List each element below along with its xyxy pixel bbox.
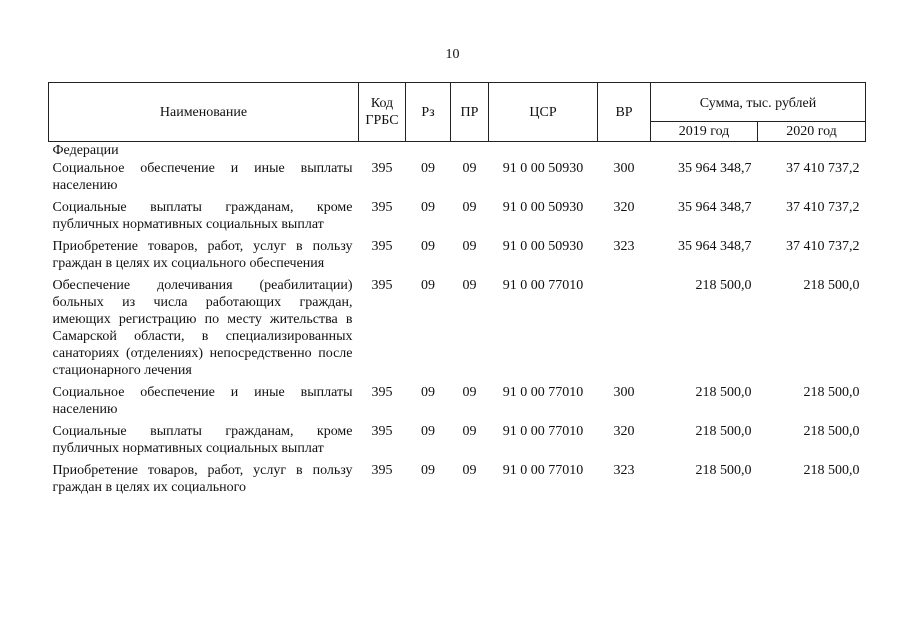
cell-vr: 323	[613, 239, 635, 254]
cell-2019	[651, 142, 758, 160]
cell-vr	[598, 142, 651, 160]
header-vr: ВР	[598, 83, 651, 142]
cell-2019: 218 500,0	[695, 278, 752, 293]
cell-2019: 218 500,0	[695, 385, 752, 400]
cell-name: Социальные выплаты гражданам, кроме публичных нормативных социальных выплат	[52, 200, 353, 232]
cell-code: 395	[371, 424, 393, 439]
table-row	[49, 276, 866, 383]
cell-2020: 37 410 737,2	[786, 200, 860, 215]
cell-rz	[406, 142, 451, 160]
cell-name: Социальные выплаты гражданам, кроме публичных нормативных социальных выплат	[52, 424, 353, 456]
cell-code	[359, 142, 406, 160]
cell-pr: 09	[462, 278, 477, 293]
cell-csr: 91 0 00 50930	[502, 200, 584, 215]
cell-rz: 09	[421, 424, 435, 439]
cell-csr: 91 0 00 77010	[502, 463, 584, 478]
cell-pr: 09	[462, 385, 477, 400]
cell-name: Социальное обеспечение и иные выплаты населению	[52, 385, 353, 417]
cell-2020	[758, 142, 866, 160]
cell-rz: 09	[421, 161, 435, 176]
header-csr: ЦСР	[489, 83, 598, 142]
header-year-2020: 2020 год	[758, 122, 866, 142]
cell-2020: 37 410 737,2	[786, 161, 860, 176]
table-row	[49, 159, 866, 198]
cell-rz: 09	[421, 385, 435, 400]
cell-name: Социальное обеспечение и иные выплаты населению	[52, 161, 353, 193]
cell-csr: 91 0 00 77010	[502, 385, 584, 400]
header-name: Наименование	[49, 83, 359, 142]
cell-csr: 91 0 00 50930	[502, 239, 584, 254]
cell-2019: 35 964 348,7	[678, 200, 752, 215]
cell-code: 395	[371, 278, 393, 293]
header-rz: Рз	[406, 83, 451, 142]
cell-csr: 91 0 00 77010	[502, 424, 584, 439]
cell-vr	[598, 276, 651, 383]
cell-2020: 218 500,0	[803, 463, 860, 478]
header-code: Код ГРБС	[359, 83, 406, 142]
table-header	[49, 83, 866, 142]
table-row	[49, 142, 866, 160]
table-body	[49, 142, 866, 501]
cell-2019: 35 964 348,7	[678, 239, 752, 254]
cell-rz: 09	[421, 278, 435, 293]
cell-rz: 09	[421, 239, 435, 254]
table-row	[49, 198, 866, 237]
cell-pr: 09	[462, 239, 477, 254]
cell-name: Приобретение товаров, работ, услуг в пользу граждан в целях их социального	[52, 463, 353, 495]
cell-vr: 323	[613, 463, 635, 478]
table-row	[49, 422, 866, 461]
cell-2019: 218 500,0	[695, 424, 752, 439]
cell-2019: 218 500,0	[695, 463, 752, 478]
table-row	[49, 237, 866, 276]
cell-vr: 300	[613, 161, 635, 176]
cell-rz: 09	[421, 200, 435, 215]
cell-pr: 09	[462, 424, 477, 439]
table-row	[49, 461, 866, 500]
cell-code: 395	[371, 239, 393, 254]
cell-pr	[451, 142, 489, 160]
header-year-2019: 2019 год	[651, 122, 758, 142]
cell-2020: 218 500,0	[803, 424, 860, 439]
cell-code: 395	[371, 463, 393, 478]
cell-code: 395	[371, 161, 393, 176]
page-number: 10	[445, 47, 460, 62]
cell-pr: 09	[462, 463, 477, 478]
header-pr: ПР	[451, 83, 489, 142]
header-sum: Сумма, тыс. рублей	[651, 83, 866, 122]
cell-code: 395	[371, 385, 393, 400]
cell-vr: 320	[613, 200, 635, 215]
cell-2020: 218 500,0	[803, 385, 860, 400]
budget-table	[48, 82, 866, 500]
cell-name: Обеспечение долечивания (реабилитации) больных из числа работающих граждан, имеющих регистрацию по месту жительства в Самарской области, в специализированных санаториях (отделениях) непосредственно после стационарного лечения	[52, 278, 353, 378]
cell-pr: 09	[462, 161, 477, 176]
cell-vr: 300	[613, 385, 635, 400]
cell-vr: 320	[613, 424, 635, 439]
cell-2020: 37 410 737,2	[786, 239, 860, 254]
cell-csr: 91 0 00 77010	[502, 278, 584, 293]
cell-2020: 218 500,0	[803, 278, 860, 293]
cell-csr: 91 0 00 50930	[502, 161, 584, 176]
table-row	[49, 383, 866, 422]
cell-csr	[489, 142, 598, 160]
cell-2019: 35 964 348,7	[678, 161, 752, 176]
cell-code: 395	[371, 200, 393, 215]
cell-name: Федерации	[52, 143, 119, 158]
cell-pr: 09	[462, 200, 477, 215]
cell-name: Приобретение товаров, работ, услуг в пользу граждан в целях их социального обеспечения	[52, 239, 353, 271]
cell-rz: 09	[421, 463, 435, 478]
